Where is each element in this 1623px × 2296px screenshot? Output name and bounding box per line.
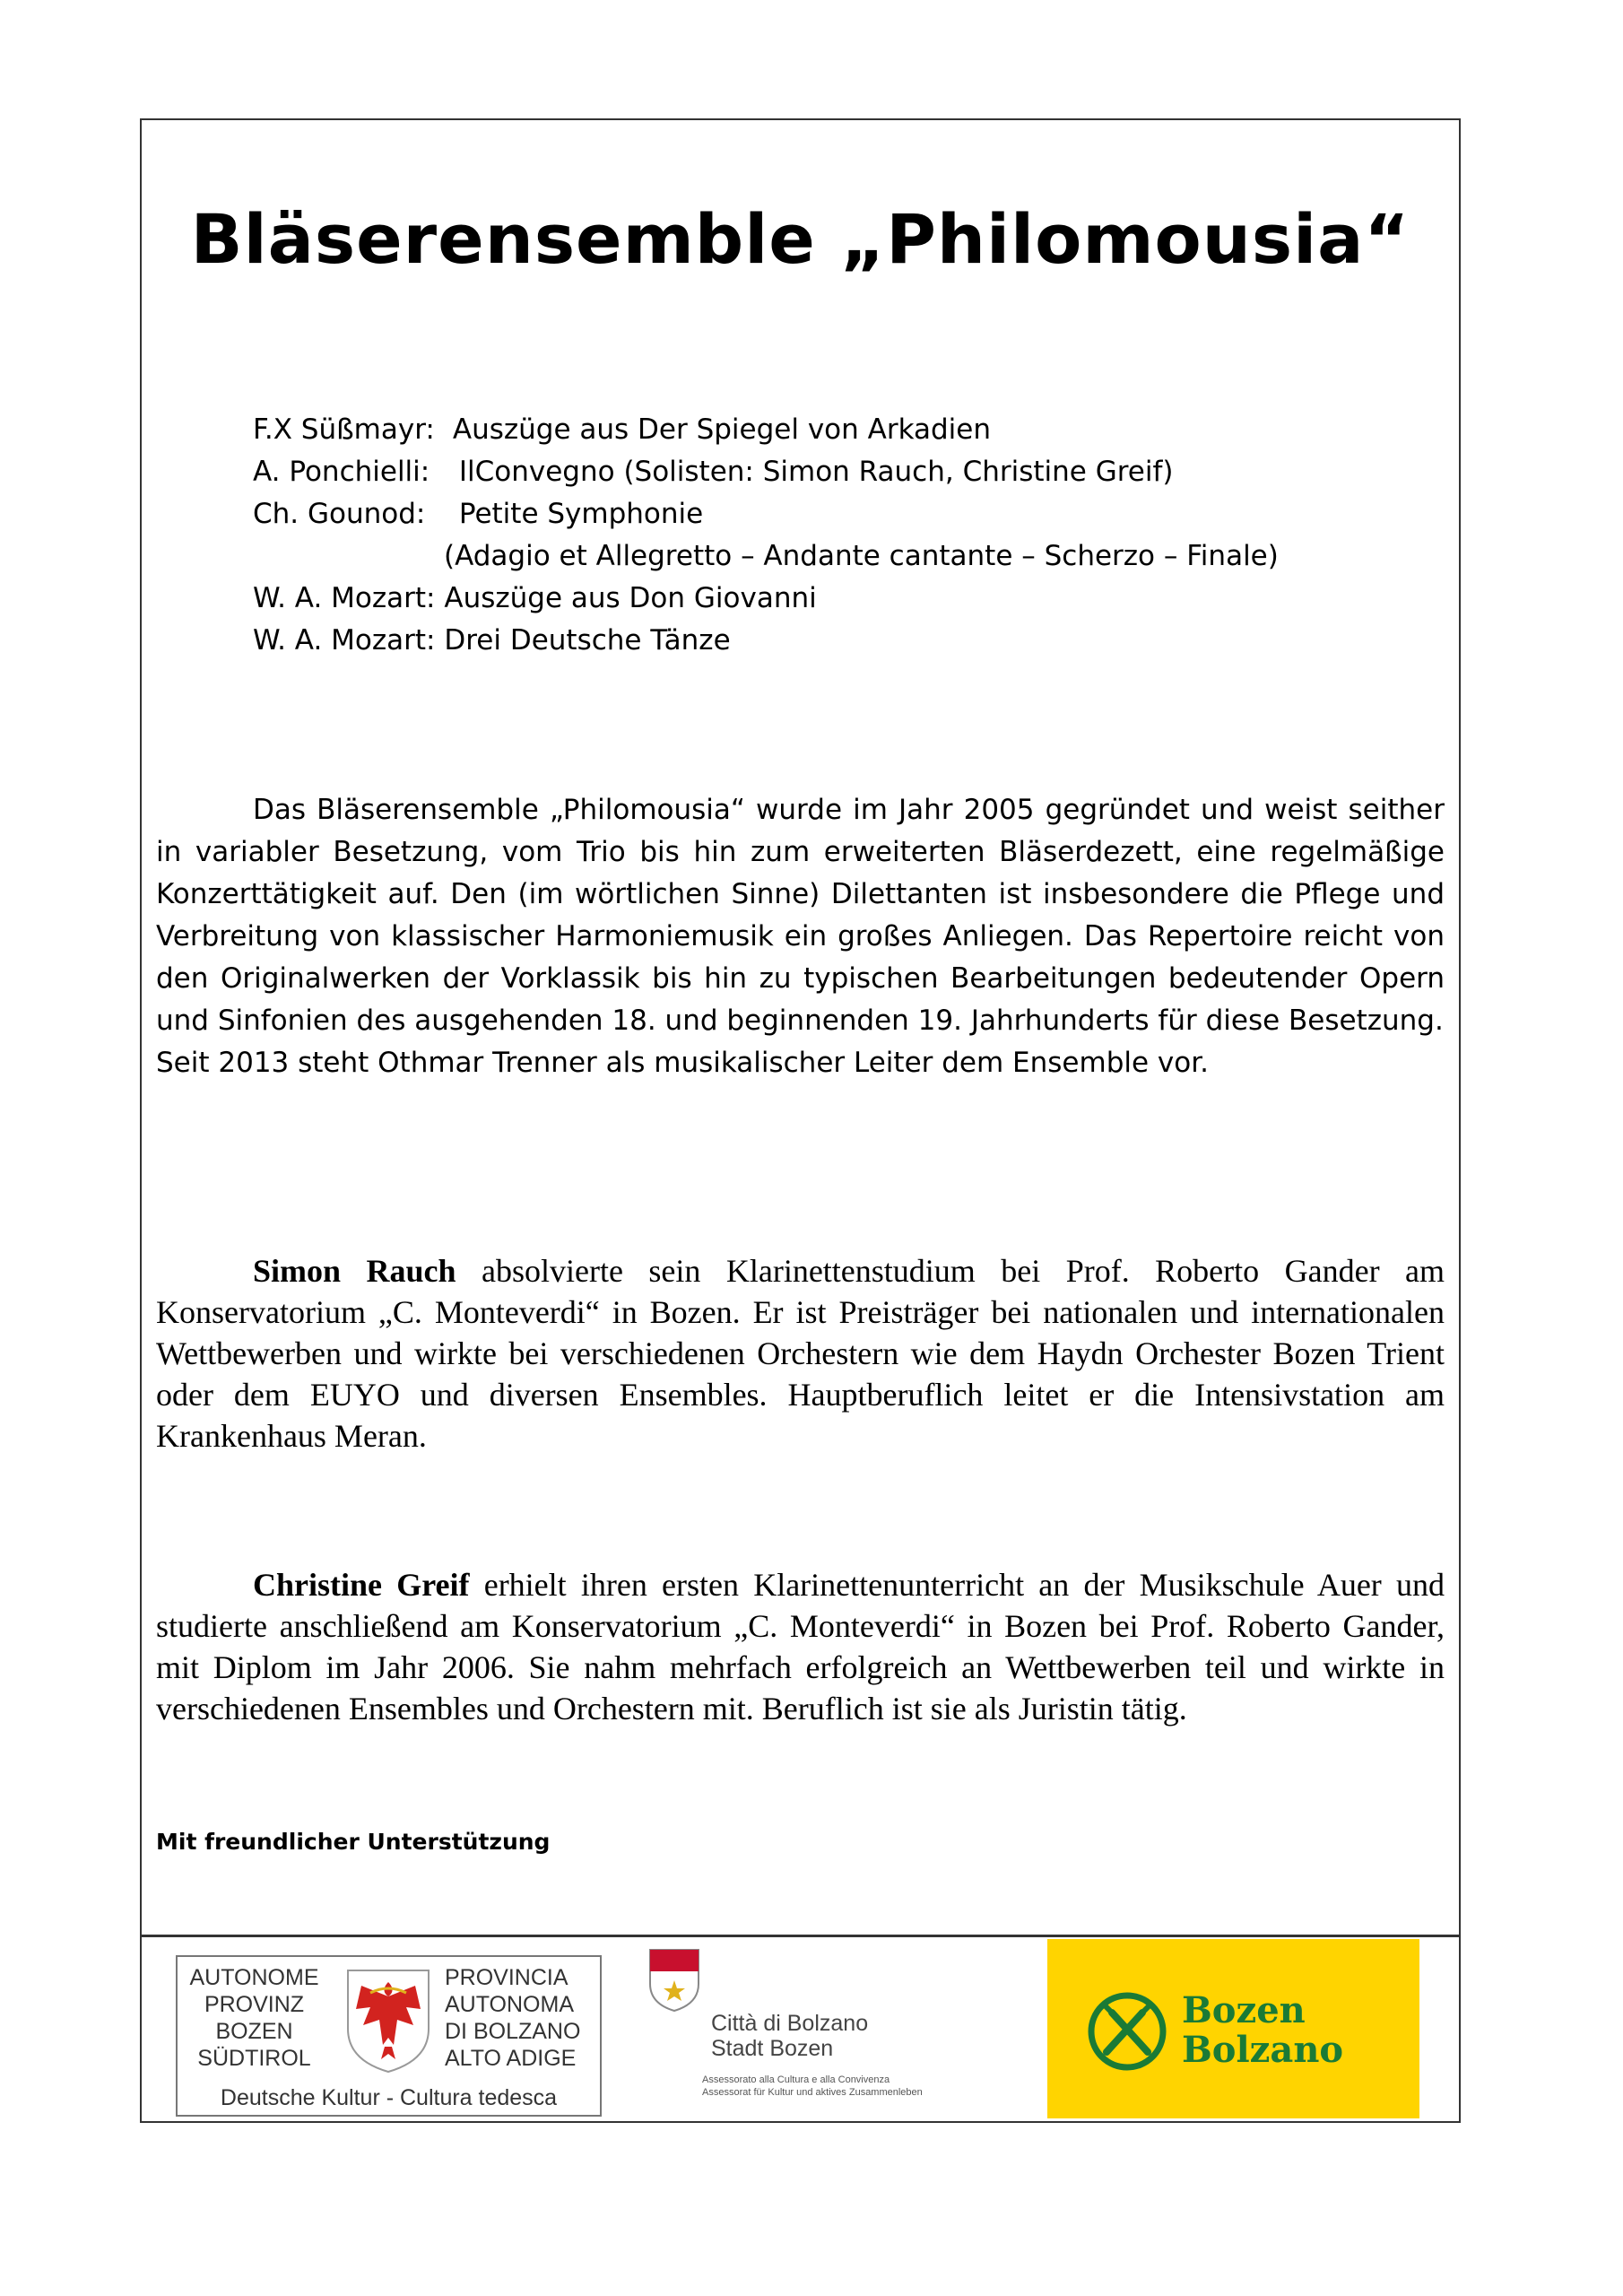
city-department — [702, 2074, 923, 2099]
ensemble-description — [156, 789, 1445, 1084]
bio-name: Simon Rauch — [253, 1253, 456, 1289]
city-name — [711, 2011, 868, 2061]
province-de-line: BOZEN — [215, 2019, 293, 2044]
sponsor-bar — [142, 1935, 1459, 2121]
province-de-line: AUTONOME — [189, 1965, 319, 1990]
bio-christine-greif — [156, 1564, 1445, 1729]
program-composer: W. A. Mozart: — [253, 624, 436, 657]
eagle-coat-of-arms-icon — [343, 1966, 433, 2074]
province-de-line: PROVINZ — [204, 1992, 305, 2017]
city-name-it: Città di Bolzano — [711, 2011, 869, 2036]
city-shield-icon — [648, 1948, 700, 2013]
ensemble-paragraph: Das Bläserensemble „Philomousia“ wurde im Jahr 2005 gegründet und weist seither in variabler Besetzung, vom Trio bis hin zum erweiterten Bläserdezett, eine regelmäßige Konzerttätigkeit auf. Den (im wörtlichen Sinne) Dilettanten ist insbesondere die Pflege und Verbreitung von klassischer Harmoniemusik ein großes Anliegen. Das Repertoire reicht von den Originalwerken der Vorklassik bis hin zu typischen Bearbeitungen bedeutender Opern und Sinfonien des ausgehenden 18. und beginnenden 19. Jahrhunderts für diese Besetzung. — [156, 794, 1445, 1037]
program-item — [253, 578, 1279, 620]
program-work: Drei Deutsche Tänze — [444, 624, 731, 657]
ensemble-leader: Seit 2013 steht Othmar Trenner als musikalischer Leiter dem Ensemble vor. — [156, 1047, 1209, 1079]
city-department-it: Assessorato alla Cultura e alla Convivenza — [702, 2074, 890, 2085]
support-label: Mit freundlicher Unterstützung — [156, 1829, 551, 1855]
page-title: Bläserensemble „Philomousia“ — [190, 199, 1410, 279]
province-de-line: SÜDTIROL — [197, 2046, 311, 2071]
bio-simon-rauch — [156, 1250, 1445, 1457]
program-item — [253, 409, 1279, 451]
program-work: (Adagio et Allegretto – Andante cantante – Scherzo – Finale) — [444, 540, 1279, 572]
province-it-line: ALTO ADIGE — [445, 2046, 577, 2071]
program-work: Auszüge aus Der Spiegel von Arkadien — [452, 413, 992, 446]
bank-name-line: Bozen — [1182, 1989, 1306, 2031]
city-logo — [648, 1948, 1007, 2114]
document-frame — [140, 118, 1461, 2123]
bio-text: absolvierte sein Klarinettenstudium bei Prof. Roberto Gander am Konservatorium „C. Monteverdi“ in Bozen. Er ist Preisträger bei nationalen und internationalen Wettbewerben und wirkte bei verschiedenen Orchestern wie dem Haydn Orchester Bozen Trient oder dem EUYO und diversen Ensembles. Hauptberuflich leitet er die Intensivstation am Krankenhaus Meran. — [156, 1253, 1445, 1454]
program-item — [253, 535, 1279, 578]
province-logo — [176, 1955, 602, 2117]
bank-name-line: Bolzano — [1182, 2029, 1344, 2071]
program-work: Auszüge aus Don Giovanni — [444, 582, 817, 614]
program-item — [253, 451, 1279, 493]
bio-text: erhielt ihren ersten Klarinettenunterricht an der Musikschule Auer und studierte anschließend am Konservatorium „C. Monteverdi“ in Bozen bei Prof. Roberto Gander, mit Diplom im Jahr 2006. Sie nahm mehrfach erfolgreich an Wettbewerben teil und wirkte in verschiedenen Ensembles und Orchestern mit. Beruflich ist sie als Juristin tätig. — [156, 1567, 1445, 1726]
program-composer: A. Ponchielli: — [253, 456, 430, 488]
province-it-line: AUTONOMA — [445, 1992, 574, 2017]
bank-logo — [1047, 1939, 1419, 2118]
program-composer: Ch. Gounod: — [253, 498, 426, 530]
province-name-de — [185, 1964, 324, 2072]
program-item — [253, 620, 1279, 662]
province-name-it — [445, 1964, 593, 2072]
province-it-line: PROVINCIA — [445, 1965, 568, 1990]
bank-name — [1182, 1991, 1343, 2070]
program-composer: F.X Süßmayr: — [253, 413, 435, 446]
program-item — [253, 493, 1279, 535]
program-work: IlConvegno (Solisten: Simon Rauch, Christine Greif) — [458, 456, 1174, 488]
province-department: Deutsche Kultur - Cultura tedesca — [220, 2085, 558, 2110]
province-it-line: DI BOLZANO — [445, 2019, 581, 2044]
city-name-de: Stadt Bozen — [711, 2036, 834, 2061]
program-list — [253, 409, 1279, 662]
city-department-de: Assessorat für Kultur und aktives Zusammenleben — [702, 2087, 923, 2098]
program-work: Petite Symphonie — [458, 498, 704, 530]
bio-name: Christine Greif — [253, 1567, 470, 1603]
program-composer: W. A. Mozart: — [253, 582, 436, 614]
crossed-horse-heads-icon — [1087, 1991, 1167, 2072]
